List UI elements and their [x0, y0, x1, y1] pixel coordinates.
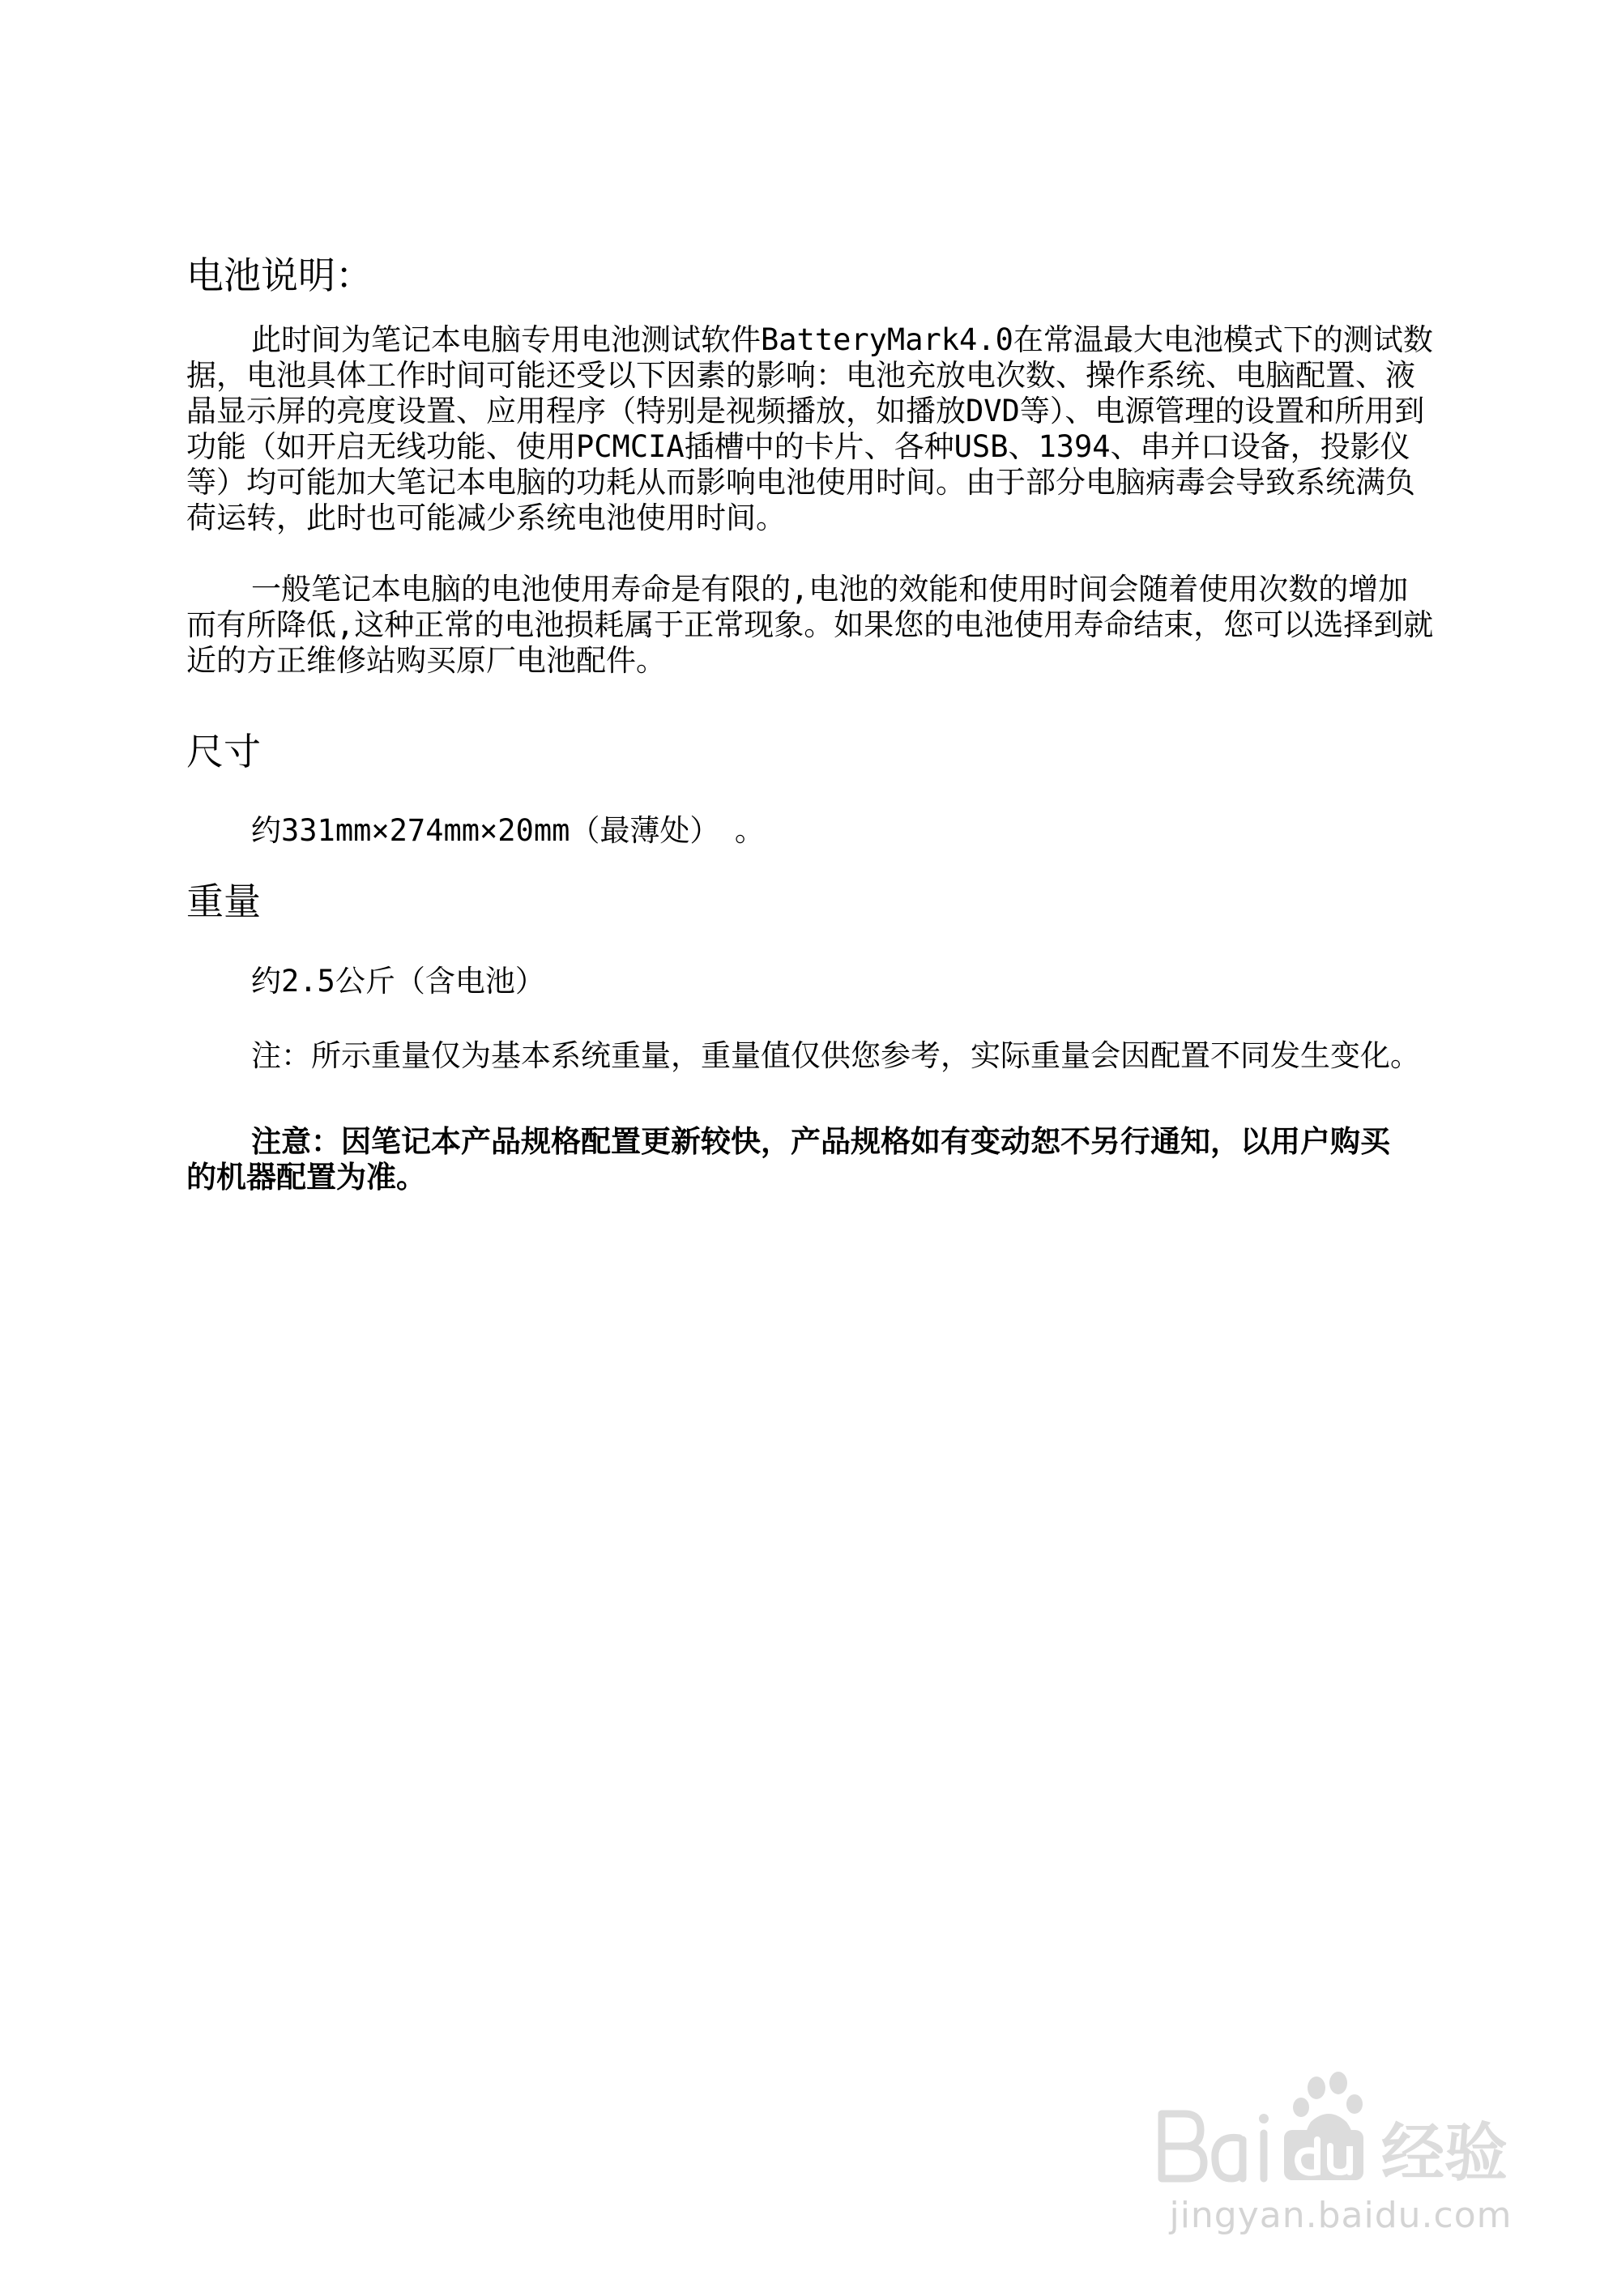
battery-paragraph-2: 一般笔记本电脑的电池使用寿命是有限的,电池的效能和使用时间会随着使用次数的增加而有所降低,这种正常的电池损耗属于正常现象。如果您的电池使用寿命结束，您可以选择到就近的方正维修站购买原厂电池配件。: [186, 572, 1434, 678]
size-heading: 尺寸: [186, 730, 261, 773]
size-value: 约331mm×274mm×20mm（最薄处） 。: [251, 813, 765, 848]
watermark-url: jingyan.baidu.com: [1169, 2195, 1512, 2236]
svg-text:经验: 经验: [1381, 2117, 1508, 2187]
baidu-jingyan-logo: [1150, 2065, 1531, 2187]
battery-heading: 电池说明：: [186, 253, 373, 297]
baidu-jingyan-watermark: [1150, 2057, 1531, 2243]
weight-heading: 重量: [186, 880, 261, 923]
weight-note: 注：所示重量仅为基本系统重量，重量值仅供您参考，实际重量会因配置不同发生变化。: [251, 1038, 1420, 1073]
spec-notice: 注意：因笔记本产品规格配置更新较快，产品规格如有变动恕不另行通知，以用户购买的机器配置为准。: [186, 1124, 1390, 1195]
battery-paragraph-1: 此时间为笔记本电脑专用电池测试软件BatteryMark4.0在常温最大电池模式下的测试数据，电池具体工作时间可能还受以下因素的影响：电池充放电次数、操作系统、电脑配置、液晶显示屏的亮度设置、应用程序（特别是视频播放，如播放DVD等）、电源管理的设置和所用到功能（如开启无线功能、使用PCMCIA插槽中的卡片、各种USB、1394、串并口设备，投影仪等）均可能加大笔记本电脑的功耗从而影响电池使用时间。由于部分电脑病毒会导致系统满负荷运转，此时也可能减少系统电池使用时间。: [186, 322, 1433, 535]
weight-value: 约2.5公斤（含电池）: [251, 964, 545, 999]
